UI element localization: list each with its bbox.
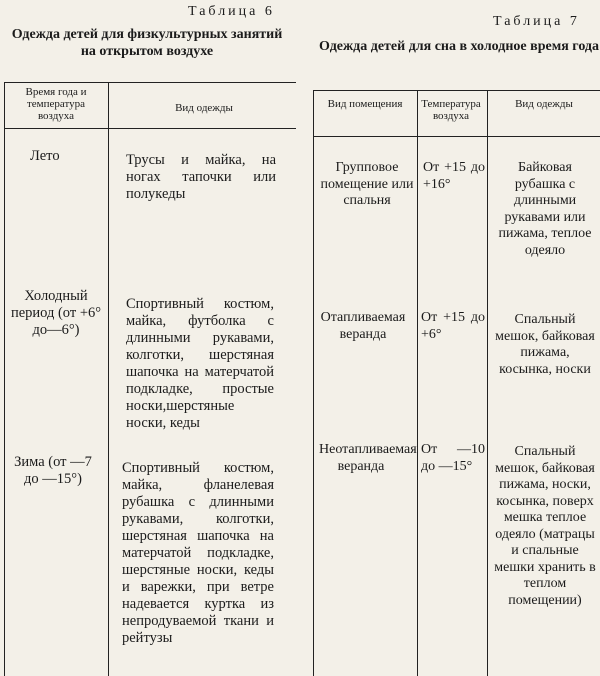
table6-row-summer-clothing: Трусы и майка, на ногах тапочки или полукеды — [126, 152, 276, 202]
table7-row-group-temperature: От +15 до +16° — [423, 160, 485, 192]
table6-header-clothing: Вид одежды — [175, 102, 233, 114]
table6-header-rule — [4, 128, 296, 129]
table7-row-group-room: Групповое помещение или спальня — [320, 160, 414, 208]
table7-column-divider-1 — [417, 90, 418, 676]
table7-header-clothing: Вид одежды — [515, 98, 573, 110]
table6 — [4, 82, 296, 676]
table6-title: Одежда детей для физкультурных занятий на открытом воздухе — [11, 27, 283, 59]
table7-row-unheated-room: Неотапливаемая веранда — [319, 442, 417, 474]
table6-row-winter-clothing: Спортивный костюм, майка, фланелевая рубашка с длинными рукавами, колготки, шерстяная шапочка на матерчатой подкладке, шерстяные носки, кеды и варежки, при ветре надевается куртка из непродуваемой ткани и рейтузы — [122, 460, 274, 646]
table7-row-unheated-temperature: От —10 до —15° — [421, 442, 485, 474]
table6-number: Таблица 6 — [188, 4, 275, 19]
table7-top-rule — [313, 90, 600, 91]
table7-header-temperature: Температура воздуха — [421, 98, 481, 122]
table6-row-cold-season: Холодный период (от +6° до—6°) — [10, 288, 102, 338]
table6-row-cold-clothing: Спортивный костюм, майка, футболка с длинными рукавами, колготки, шерстяная шапочка на матерчатой подкладке, простые носки,шерстяные носки, кеды — [126, 296, 274, 431]
table7-row-group-clothing: Байковая рубашка с длинными рукавами или пижама, теплое одеяло — [498, 160, 592, 258]
table6-row-summer-season: Лето — [30, 148, 60, 164]
table7-row-heated-room: Отапливаемая веранда — [320, 310, 406, 342]
table7-header-room: Вид помещения — [327, 98, 403, 110]
table6-column-divider — [108, 82, 109, 676]
table7-left-border — [313, 90, 314, 676]
table7-header-rule — [313, 136, 600, 137]
table6-row-winter-season: Зима (от —7 до —15°) — [14, 454, 92, 487]
table7-row-heated-clothing: Спальный мешок, байковая пижама, косынка, носки — [495, 312, 595, 377]
table7-column-divider-2 — [487, 90, 488, 676]
table6-header-season: Время года и температура воздуха — [25, 86, 87, 122]
table7-row-unheated-clothing: Спальный мешок, байковая пижама, носки, косынка, поверх мешка теплое одеяло (матрацы и спальные мешки хранить в теплом помещении) — [494, 444, 596, 608]
table7-title: Одежда детей для сна в холодное время года — [319, 39, 599, 54]
table7-number: Таблица 7 — [493, 14, 580, 29]
table7 — [313, 90, 600, 676]
table6-left-border — [4, 82, 5, 676]
table6-top-rule — [4, 82, 296, 83]
table7-row-heated-temperature: От +15 до +6° — [421, 310, 485, 342]
